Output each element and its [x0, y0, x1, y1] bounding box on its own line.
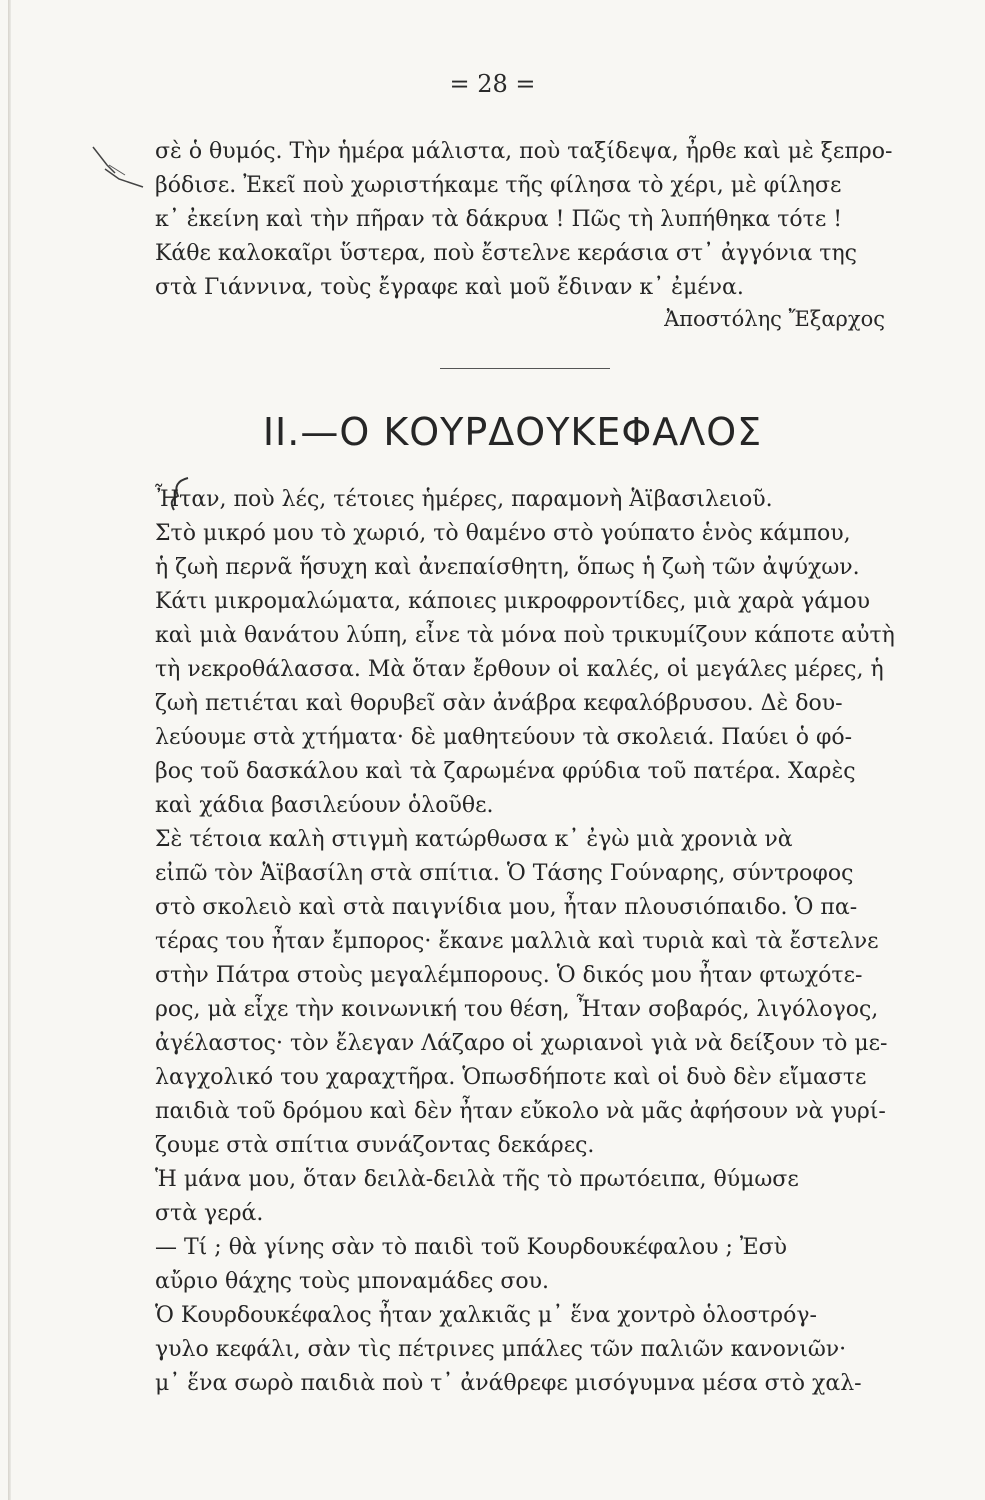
text-line: Ἡ μάνα μου, ὅταν δειλὰ-δειλὰ τῆς τὸ πρωτόειπα, θύμωσε [155, 1167, 799, 1192]
text-line: — Τί ; θὰ γίνης σὰν τὸ παιδὶ τοῦ Κουρδουκέφαλου ; Ἐσὺ [155, 1235, 788, 1260]
author-signature: Ἀποστόλης Ἔξαρχος [664, 307, 885, 331]
text-line: καὶ μιὰ θανάτου λύπη, εἶνε τὰ μόνα ποὺ τρικυμίζουν κάποτε αὐτὴ [155, 623, 895, 648]
text-line: στὰ Γιάννινα, τοὺς ἔγραφε καὶ μοῦ ἔδιναν κ᾽ ἐμένα. [155, 275, 744, 300]
text-line: λεύουμε στὰ χτήματα· δὲ μαθητεύουν τὰ σκολειά. Παύει ὁ φό- [155, 725, 853, 750]
text-line: βος τοῦ δασκάλου καὶ τὰ ζαρωμένα φρύδια τοῦ πατέρα. Χαρὲς [155, 759, 856, 784]
text-line: Κάθε καλοκαῖρι ὕστερα, ποὺ ἔστελνε κεράσια στ᾽ ἀγγόνια της [155, 241, 857, 266]
text-line: Κάτι μικρομαλώματα, κάποιες μικροφροντίδες, μιὰ χαρὰ γάμου [155, 589, 871, 614]
text-line: στὴν Πάτρα στοὺς μεγαλέμπορους. Ὁ δικός μου ἦταν φτωχότε- [155, 963, 863, 988]
text-line: σὲ ὁ θυμός. Τὴν ἡμέρα μάλιστα, ποὺ ταξίδεψα, ἦρθε καὶ μὲ ξεπρο- [155, 139, 893, 164]
page-edge-shadow [8, 0, 11, 1500]
text-line: λαγχολικό του χαραχτῆρα. Ὁπωσδήποτε καὶ οἱ δυὸ δὲν εἴμαστε [155, 1065, 867, 1090]
text-line: Ἦταν, ποὺ λές, τέτοιες ἡμέρες, παραμονὴ Ἁϊβασιλειοῦ. [155, 487, 773, 512]
text-line: ἀγέλαστος· τὸν ἔλεγαν Λάζαρο οἱ χωριανοὶ γιὰ νὰ δείξουν τὸ με- [155, 1031, 888, 1056]
section-divider [440, 368, 610, 369]
text-line: κ᾽ ἐκείνη καὶ τὴν πῆραν τὰ δάκρυα ! Πῶς τὴ λυπήθηκα τότε ! [155, 207, 843, 232]
page-number: = 28 = [449, 70, 536, 98]
text-line: Σὲ τέτοια καλὴ στιγμὴ κατώρθωσα κ᾽ ἐγὼ μιὰ χρονιὰ νὰ [155, 827, 793, 852]
text-line: τὴ νεκροθάλασσα. Μὰ ὅταν ἔρθουν οἱ καλές, οἱ μεγάλες μέρες, ἡ [155, 657, 884, 682]
text-line: καὶ χάδια βασιλεύουν ὁλοῦθε. [155, 793, 494, 818]
chapter-title: II.—Ο ΚΟΥΡΔΟΥΚΕΦΑΛΟΣ [262, 410, 763, 454]
pencil-mark-icon [85, 135, 165, 195]
text-line: στὰ γερά. [155, 1201, 264, 1226]
text-line: αὔριο θάχης τοὺς μποναμάδες σου. [155, 1269, 550, 1294]
text-line: μ᾽ ἕνα σωρὸ παιδιὰ ποὺ τ᾽ ἀνάθρεφε μισόγυμνα μέσα στὸ χαλ- [155, 1371, 862, 1396]
text-line: βόδισε. Ἐκεῖ ποὺ χωριστήκαμε τῆς φίλησα τὸ χέρι, μὲ φίλησε [155, 173, 842, 198]
text-line: ἡ ζωὴ περνᾶ ἥσυχη καὶ ἀνεπαίσθητη, ὅπως ἡ ζωὴ τῶν ἀψύχων. [155, 555, 860, 580]
text-line: τέρας του ἦταν ἔμπορος· ἔκανε μαλλιὰ καὶ τυριὰ καὶ τὰ ἔστελνε [155, 929, 879, 954]
text-line: Στὸ μικρό μου τὸ χωριό, τὸ θαμένο στὸ γούπατο ἑνὸς κάμπου, [155, 521, 851, 546]
text-line: στὸ σκολειὸ καὶ στὰ παιγνίδια μου, ἦταν πλουσιόπαιδο. Ὁ πα- [155, 895, 858, 920]
text-line: ζωὴ πετιέται καὶ θορυβεῖ σὰν ἀνάβρα κεφαλόβρυσου. Δὲ δου- [155, 691, 843, 716]
text-line: ζουμε στὰ σπίτια συνάζοντας δεκάρες. [155, 1133, 595, 1158]
text-line: ρος, μὰ εἶχε τὴν κοινωνική του θέση, Ἦταν σοβαρός, λιγόλογος, [155, 997, 879, 1022]
text-line: παιδιὰ τοῦ δρόμου καὶ δὲν ἦταν εὔκολο νὰ μᾶς ἀφήσουν νὰ γυρί- [155, 1099, 886, 1124]
text-line: γυλο κεφάλι, σὰν τὶς πέτρινες μπάλες τῶν παλιῶν κανονιῶν· [155, 1337, 847, 1362]
text-line: Ὁ Κουρδουκέφαλος ἦταν χαλκιᾶς μ᾽ ἕνα χοντρὸ ὁλοστρόγ- [155, 1303, 817, 1328]
text-line: εἰπῶ τὸν Ἁϊβασίλη στὰ σπίτια. Ὁ Τάσης Γούναρης, σύντροφος [155, 861, 854, 886]
